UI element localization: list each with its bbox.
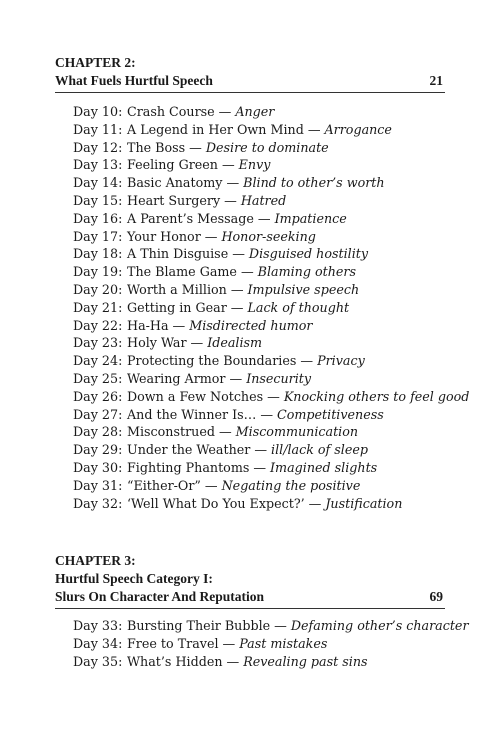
entry-theme: Revealing past sins <box>243 653 368 669</box>
entry-theme: Justification <box>325 495 403 511</box>
entry-title: A Thin Disguise <box>127 246 229 262</box>
chapter-title-row <box>55 72 445 93</box>
entry-separator: — <box>224 192 237 208</box>
entry-separator: — <box>230 281 244 297</box>
entry-day: Day 24: <box>73 353 123 369</box>
toc-entry <box>73 318 473 336</box>
entry-day: Day 31: <box>73 477 123 493</box>
entry-day: Day 33: <box>73 618 123 633</box>
entry-day: Day 34: <box>73 635 123 651</box>
entry-theme: Competitiveness <box>277 406 384 422</box>
toc-entry <box>73 264 473 282</box>
toc-entry <box>73 246 473 264</box>
entry-day: Day 20: <box>73 281 123 297</box>
toc-entry <box>73 229 473 247</box>
entry-day: Day 17: <box>73 228 123 244</box>
toc-entry <box>73 157 473 175</box>
entry-title: Misconstrued <box>127 424 215 440</box>
entry-theme: Knocking others to feel good <box>283 388 470 404</box>
entry-title: A Legend in Her Own Mind <box>127 121 304 137</box>
entry-day: Day 21: <box>73 299 123 315</box>
entry-day: Day 25: <box>73 370 123 386</box>
entry-title: Free to Travel <box>127 635 219 651</box>
chapter-title: Slurs On Character And Reputation <box>55 589 265 604</box>
toc-entry <box>73 335 473 353</box>
toc-entry <box>73 389 473 407</box>
toc-entry <box>73 618 473 636</box>
toc-entry <box>73 193 473 211</box>
entry-separator: — <box>226 653 240 669</box>
entry-theme: Defaming other’s character <box>290 618 469 633</box>
entry-title: Getting in Gear <box>127 299 227 315</box>
toc-entry <box>73 424 473 442</box>
entry-theme: Lack of thought <box>247 299 350 315</box>
entry-theme: Impulsive speech <box>247 281 360 297</box>
entry-day: Day 18: <box>73 246 123 262</box>
chapter-title: What Fuels Hurtful Speech <box>55 73 213 88</box>
entry-theme: Envy <box>238 157 271 173</box>
toc-entry <box>73 636 473 654</box>
chapter-label: CHAPTER 3: <box>55 553 136 568</box>
entry-theme: Arrogance <box>324 121 392 137</box>
entry-separator: — <box>204 228 218 244</box>
entry-day: Day 35: <box>73 653 123 669</box>
entry-separator: — <box>253 459 267 475</box>
entry-day: Day 30: <box>73 459 123 475</box>
entry-theme: Blaming others <box>257 264 356 280</box>
entry-separator: — <box>240 264 254 280</box>
entry-separator: — <box>230 299 244 315</box>
entry-separator: — <box>204 477 218 493</box>
chapter-3-entries <box>73 618 473 671</box>
entry-separator: — <box>218 104 232 119</box>
entry-day: Day 16: <box>73 210 123 226</box>
entry-day: Day 32: <box>73 495 123 511</box>
toc-entry <box>73 122 473 140</box>
chapter-label: CHAPTER 2: <box>55 55 136 70</box>
toc-entry <box>73 353 473 371</box>
entry-theme: Privacy <box>317 353 365 369</box>
entry-separator: — <box>172 317 186 333</box>
entry-title: Holy War <box>127 335 187 351</box>
chapter-2-heading <box>55 54 445 93</box>
entry-theme: Insecurity <box>246 370 312 386</box>
entry-separator: — <box>189 139 202 155</box>
entry-title: Fighting Phantoms <box>127 459 250 475</box>
toc-entry <box>73 282 473 300</box>
chapter-2-entries <box>73 104 473 513</box>
entry-separator: — <box>260 406 274 422</box>
entry-theme: Imagined slights <box>270 459 378 475</box>
entry-day: Day 26: <box>73 388 123 404</box>
entry-title: Crash Course <box>127 104 215 119</box>
toc-entry <box>73 300 473 318</box>
toc-entry <box>73 407 473 425</box>
entry-title: The Boss <box>127 139 186 155</box>
entry-theme: Hatred <box>240 192 287 208</box>
entry-title: The Blame Game <box>127 264 237 280</box>
entry-separator: — <box>229 370 243 386</box>
entry-theme: Disguised hostility <box>248 246 369 262</box>
entry-day: Day 13: <box>73 157 123 173</box>
entry-title: Under the Weather <box>127 442 251 458</box>
entry-title: Ha-Ha <box>127 317 169 333</box>
entry-day: Day 19: <box>73 264 123 280</box>
toc-entry <box>73 478 473 496</box>
entry-theme: Honor-seeking <box>221 228 316 244</box>
entry-theme: Idealism <box>207 335 263 351</box>
entry-day: Day 15: <box>73 192 123 208</box>
entry-title: Protecting the Boundaries <box>127 353 297 369</box>
entry-separator: — <box>190 335 204 351</box>
toc-entry <box>73 460 473 478</box>
entry-theme: Desire to dominate <box>205 139 329 155</box>
entry-theme: Negating the positive <box>221 477 361 493</box>
entry-separator: — <box>274 618 287 633</box>
chapter-page-number: 69 <box>429 589 443 604</box>
entry-title: Feeling Green <box>127 157 218 173</box>
entry-day: Day 12: <box>73 139 123 155</box>
toc-entry <box>73 140 473 158</box>
toc-entry <box>73 496 473 514</box>
entry-day: Day 23: <box>73 335 123 351</box>
entry-theme: Misdirected humor <box>189 317 313 333</box>
entry-title: What’s Hidden <box>127 653 223 669</box>
entry-separator: — <box>232 246 245 262</box>
entry-title: Basic Anatomy <box>127 175 223 191</box>
entry-separator: — <box>307 121 321 137</box>
entry-day: Day 14: <box>73 175 123 191</box>
entry-separator: — <box>254 442 268 458</box>
chapter-title-line: Hurtful Speech Category I: <box>55 571 213 586</box>
entry-day: Day 22: <box>73 317 123 333</box>
toc-entry <box>73 371 473 389</box>
entry-title: And the Winner Is… <box>127 406 257 422</box>
entry-separator: — <box>218 424 232 440</box>
entry-theme: Miscommunication <box>235 424 359 440</box>
entry-day: Day 29: <box>73 442 123 458</box>
chapter-page-number: 21 <box>429 73 443 88</box>
entry-theme: Past mistakes <box>239 635 328 651</box>
toc-entry <box>73 442 473 460</box>
entry-day: Day 11: <box>73 121 123 137</box>
entry-separator: — <box>222 635 236 651</box>
entry-separator: — <box>308 495 322 511</box>
entry-title: Your Honor <box>127 228 201 244</box>
entry-title: Heart Surgery <box>127 192 221 208</box>
entry-title: ‘Well What Do You Expect?’ <box>127 495 305 511</box>
chapter-3-heading <box>55 552 445 609</box>
entry-theme: Anger <box>235 104 275 119</box>
entry-separator: — <box>257 210 271 226</box>
entry-title: Wearing Armor <box>127 370 226 386</box>
entry-title: Down a Few Notches <box>127 388 264 404</box>
toc-entry <box>73 654 473 672</box>
entry-day: Day 10: <box>73 104 123 119</box>
entry-separator: — <box>267 388 280 404</box>
entry-theme: Blind to other’s worth <box>243 175 385 191</box>
chapter-title-row <box>55 588 445 609</box>
entry-separator: — <box>221 157 235 173</box>
entry-theme: Impatience <box>274 210 347 226</box>
entry-day: Day 27: <box>73 406 123 422</box>
toc-entry <box>73 211 473 229</box>
entry-title: “Either-Or” <box>127 477 201 493</box>
entry-title: Bursting Their Bubble <box>127 618 271 633</box>
entry-separator: — <box>226 175 240 191</box>
entry-separator: — <box>300 353 314 369</box>
entry-title: A Parent’s Message <box>127 210 254 226</box>
toc-entry <box>73 175 473 193</box>
entry-theme: ill/lack of sleep <box>271 442 368 458</box>
entry-day: Day 28: <box>73 424 123 440</box>
entry-title: Worth a Million <box>127 281 227 297</box>
toc-entry <box>73 104 473 122</box>
